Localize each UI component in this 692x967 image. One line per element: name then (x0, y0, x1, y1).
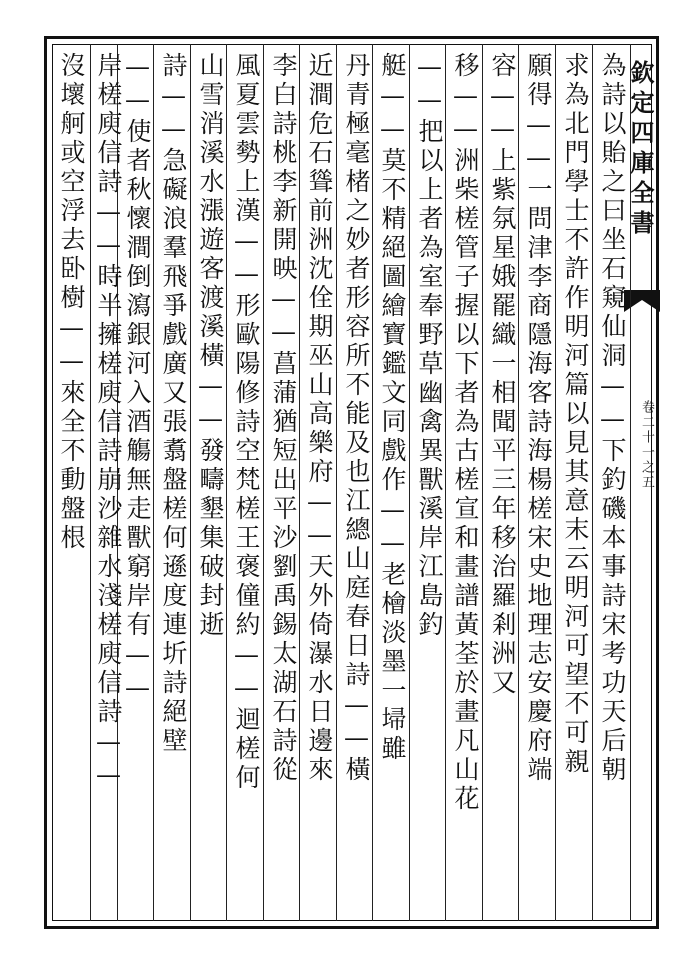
banxin-volume: 卷二十一之五 (639, 400, 654, 490)
text-column: 山雪消溪水漲遊客渡溪橫——發疇墾集破封逝 (196, 52, 225, 640)
text-column: 容——上紫氛星娥罷織一相聞平三年移治羅剎洲又 (488, 52, 517, 698)
banxin-title: 欽定四庫全書 (626, 60, 655, 240)
text-column: 風夏雲勢上漢——形歐陽修詩空梵槎王褒僮約——迴槎何 (232, 52, 261, 793)
text-column: 詩——急礙浪羣飛爭戲廣又張翥盤槎何遜度連圻詩絕壁 (159, 52, 188, 756)
text-column: 求為北門學士不許作明河篇以見其意末云明河可望不可親 (561, 52, 590, 777)
text-column: 李白詩桃李新開映——菖蒲猶短出平沙劉禹錫太湖石詩從 (269, 52, 298, 785)
text-column: 丹青極毫楮之妙者形容所不能及也江總山庭春日詩——橫 (342, 52, 371, 785)
text-column: 岸槎庾信詩——時半擁槎庾信詩崩沙雜水淺槎庾信詩—— (94, 52, 123, 793)
text-column: 艇——莫不精絕圖繪寶鑑文同戲作——老檜淡墨一埽雖 (378, 52, 407, 764)
text-column: ——把以上者為室奉野草幽禽異獸溪岸江島釣 (415, 52, 444, 640)
text-column: 願得——一問津李商隱海客詩海楊槎宋史地理志安慶府端 (524, 52, 553, 785)
column-rule (90, 44, 91, 921)
text-column: 移——洲柴槎管子握以下者為古槎宣和畫譜黃荃於畫凡山花 (451, 52, 480, 814)
text-column: 近澗危石聳前洲沈佺期巫山高樂府——天外倚瀑水日邊來 (305, 52, 334, 785)
text-column: 為詩以貽之曰坐石窺仙洞——下釣磯本事詩宋考功天后朝 (598, 52, 627, 785)
text-column: ——使者秋懷澗倒瀉銀河入酒觴無走獸窮岸有—— (123, 52, 152, 706)
text-column: 沒壞舸或空浮去卧樹——來全不動盤根 (57, 52, 86, 553)
column-rule (630, 44, 631, 921)
